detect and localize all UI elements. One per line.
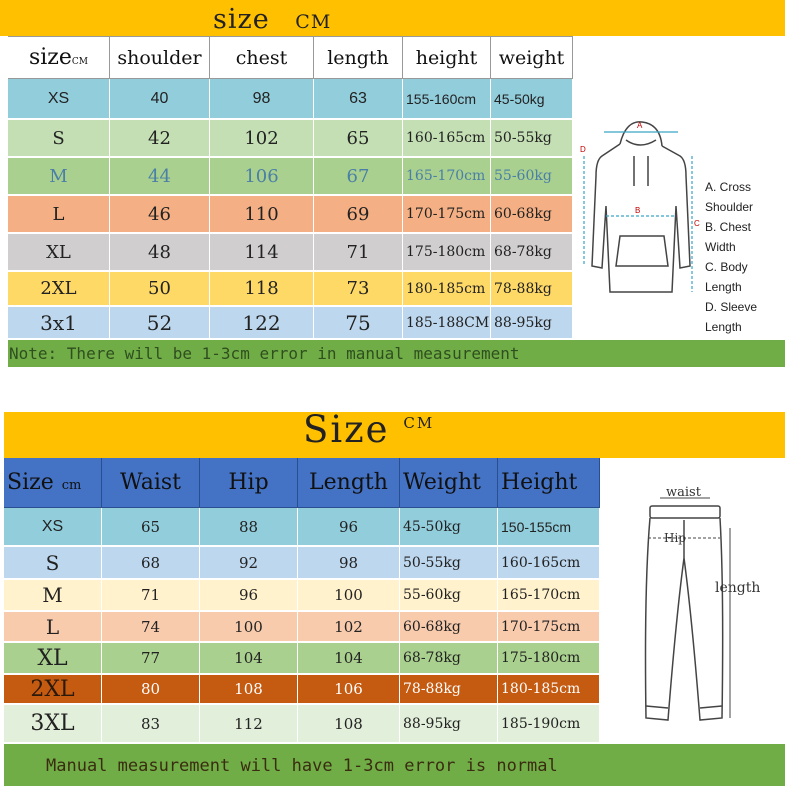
diagram-waist-label: waist bbox=[666, 485, 701, 500]
top-row-6-height: 185-188CM bbox=[403, 307, 491, 340]
bottom-row-5-length: 106 bbox=[298, 675, 400, 705]
top-row-4-weight: 68-78kg bbox=[491, 234, 573, 272]
top-header-label: height bbox=[415, 46, 478, 69]
bottom-note-text: Manual measurement will have 1-3cm error is normal bbox=[46, 756, 558, 776]
bottom-header-hip bbox=[200, 458, 298, 508]
top-header-label: size bbox=[28, 45, 72, 70]
top-header-label: weight bbox=[498, 46, 565, 69]
top-row-4-height: 175-180cm bbox=[403, 234, 491, 272]
bottom-row-4-length: 104 bbox=[298, 643, 400, 675]
top-title bbox=[213, 4, 331, 35]
top-row-0-length: 63 bbox=[314, 79, 403, 120]
top-title-unit: CM bbox=[295, 11, 332, 33]
legend-c: C. Body Length bbox=[705, 260, 748, 294]
top-row-6-chest: 122 bbox=[210, 307, 314, 340]
bottom-row-6-waist: 83 bbox=[102, 705, 200, 744]
bottom-row-4-size: XL bbox=[4, 643, 102, 675]
bottom-row-4-waist: 77 bbox=[102, 643, 200, 675]
diagram-mark-c: C bbox=[694, 219, 700, 228]
bottom-row-0-weight: 45-50kg bbox=[400, 508, 498, 547]
top-row-0-chest: 98 bbox=[210, 79, 314, 120]
bottom-title-unit: CM bbox=[403, 414, 435, 432]
top-row-1-chest: 102 bbox=[210, 120, 314, 158]
bottom-row-0-height: 150-155cm bbox=[498, 508, 600, 547]
top-row-0-height: 155-160cm bbox=[403, 79, 491, 120]
bottom-header-label: Height bbox=[501, 470, 578, 495]
top-row-3-length: 69 bbox=[314, 196, 403, 234]
bottom-row-0-waist: 65 bbox=[102, 508, 200, 547]
bottom-header-label: Weight bbox=[403, 470, 481, 495]
bottom-row-6-weight: 88-95kg bbox=[400, 705, 498, 744]
top-row-5-size: 2XL bbox=[8, 272, 110, 307]
bottom-row-4-weight: 68-78kg bbox=[400, 643, 498, 675]
top-row-5-shoulder: 50 bbox=[110, 272, 210, 307]
top-row-2-size: M bbox=[8, 158, 110, 196]
top-row-2-height: 165-170cm bbox=[403, 158, 491, 196]
top-row-3-size: L bbox=[8, 196, 110, 234]
bottom-header-weight bbox=[400, 458, 498, 508]
bottom-header-height bbox=[498, 458, 600, 508]
top-header-unit: CM bbox=[71, 56, 89, 67]
bottom-row-1-hip: 92 bbox=[200, 547, 298, 580]
bottom-row-2-waist: 71 bbox=[102, 580, 200, 612]
top-row-4-size: XL bbox=[8, 234, 110, 272]
top-title-text: size bbox=[213, 4, 270, 35]
bottom-row-3-size: L bbox=[4, 612, 102, 643]
top-header-label: chest bbox=[235, 46, 288, 69]
bottom-header-size bbox=[4, 458, 102, 508]
bottom-row-0-hip: 88 bbox=[200, 508, 298, 547]
bottom-header-label: Size bbox=[7, 470, 54, 495]
top-header-chest bbox=[210, 36, 314, 79]
top-title-banner bbox=[0, 0, 785, 36]
top-header-label: shoulder bbox=[117, 46, 202, 69]
diagram-mark-d: D bbox=[580, 145, 586, 154]
bottom-row-2-weight: 55-60kg bbox=[400, 580, 498, 612]
top-row-1-size: S bbox=[8, 120, 110, 158]
top-row-6-weight: 88-95kg bbox=[491, 307, 573, 340]
top-row-0-shoulder: 40 bbox=[110, 79, 210, 120]
bottom-header-label: Hip bbox=[228, 470, 269, 495]
bottom-header-label: Length bbox=[309, 470, 388, 495]
top-header-height bbox=[403, 36, 491, 79]
bottom-header-label: Waist bbox=[120, 470, 181, 495]
bottom-row-5-size: 2XL bbox=[4, 675, 102, 705]
top-header-size bbox=[8, 36, 110, 79]
top-row-5-height: 180-185cm bbox=[403, 272, 491, 307]
diagram-hip-label: Hip bbox=[664, 531, 686, 545]
bottom-row-3-hip: 100 bbox=[200, 612, 298, 643]
top-row-5-chest: 118 bbox=[210, 272, 314, 307]
top-header-shoulder bbox=[110, 36, 210, 79]
top-row-6-size: 3x1 bbox=[8, 307, 110, 340]
bottom-row-3-height: 170-175cm bbox=[498, 612, 600, 643]
bottom-row-0-size: XS bbox=[4, 508, 102, 547]
legend-b: B. Chest Width bbox=[705, 220, 752, 254]
legend-d: D. Sleeve Length bbox=[705, 300, 758, 334]
top-row-6-shoulder: 52 bbox=[110, 307, 210, 340]
bottom-row-3-weight: 60-68kg bbox=[400, 612, 498, 643]
bottom-row-1-length: 98 bbox=[298, 547, 400, 580]
bottom-header-waist bbox=[102, 458, 200, 508]
top-row-1-length: 65 bbox=[314, 120, 403, 158]
bottom-row-5-waist: 80 bbox=[102, 675, 200, 705]
top-row-2-shoulder: 44 bbox=[110, 158, 210, 196]
diagram-mark-b: B bbox=[635, 206, 641, 215]
hoodie-icon bbox=[580, 116, 700, 326]
bottom-row-2-height: 165-170cm bbox=[498, 580, 600, 612]
bottom-row-5-weight: 78-88kg bbox=[400, 675, 498, 705]
top-header-weight bbox=[491, 36, 573, 79]
top-row-3-shoulder: 46 bbox=[110, 196, 210, 234]
top-row-4-length: 71 bbox=[314, 234, 403, 272]
bottom-row-1-weight: 50-55kg bbox=[400, 547, 498, 580]
bottom-row-1-height: 160-165cm bbox=[498, 547, 600, 580]
top-header-length bbox=[314, 36, 403, 79]
diagram-length-label: length bbox=[715, 580, 761, 596]
bottom-row-1-size: S bbox=[4, 547, 102, 580]
top-row-6-length: 75 bbox=[314, 307, 403, 340]
top-row-1-height: 160-165cm bbox=[403, 120, 491, 158]
bottom-row-6-hip: 112 bbox=[200, 705, 298, 744]
top-row-3-chest: 110 bbox=[210, 196, 314, 234]
bottom-row-3-waist: 74 bbox=[102, 612, 200, 643]
pants-diagram bbox=[600, 458, 785, 744]
bottom-row-3-length: 102 bbox=[298, 612, 400, 643]
top-row-5-length: 73 bbox=[314, 272, 403, 307]
top-row-2-length: 67 bbox=[314, 158, 403, 196]
top-row-4-chest: 114 bbox=[210, 234, 314, 272]
bottom-row-4-hip: 104 bbox=[200, 643, 298, 675]
top-header-label: length bbox=[327, 46, 389, 69]
bottom-row-4-height: 175-180cm bbox=[498, 643, 600, 675]
bottom-row-6-size: 3XL bbox=[4, 705, 102, 744]
bottom-row-5-hip: 108 bbox=[200, 675, 298, 705]
top-row-3-weight: 60-68kg bbox=[491, 196, 573, 234]
top-note-text: Note: There will be 1-3cm error in manual measurement bbox=[9, 344, 520, 363]
legend-a: A. Cross Shoulder bbox=[705, 180, 754, 214]
diagram-mark-a: A bbox=[637, 121, 643, 130]
bottom-row-2-length: 100 bbox=[298, 580, 400, 612]
bottom-row-2-size: M bbox=[4, 580, 102, 612]
pants-icon bbox=[620, 468, 770, 738]
bottom-row-0-length: 96 bbox=[298, 508, 400, 547]
top-row-5-weight: 78-88kg bbox=[491, 272, 573, 307]
hoodie-diagram bbox=[575, 36, 785, 340]
top-row-1-shoulder: 42 bbox=[110, 120, 210, 158]
bottom-header-length bbox=[298, 458, 400, 508]
top-row-1-weight: 50-55kg bbox=[491, 120, 573, 158]
bottom-row-6-height: 185-190cm bbox=[498, 705, 600, 744]
bottom-header-unit: cm bbox=[61, 478, 82, 493]
bottom-title bbox=[303, 408, 434, 451]
top-row-0-size: XS bbox=[8, 79, 110, 120]
top-row-0-weight: 45-50kg bbox=[491, 79, 573, 120]
top-row-2-weight: 55-60kg bbox=[491, 158, 573, 196]
measurement-legend bbox=[705, 177, 785, 337]
bottom-row-6-length: 108 bbox=[298, 705, 400, 744]
top-row-2-chest: 106 bbox=[210, 158, 314, 196]
top-row-4-shoulder: 48 bbox=[110, 234, 210, 272]
bottom-row-5-height: 180-185cm bbox=[498, 675, 600, 705]
bottom-title-text: Size bbox=[303, 408, 390, 451]
bottom-row-1-waist: 68 bbox=[102, 547, 200, 580]
top-row-3-height: 170-175cm bbox=[403, 196, 491, 234]
bottom-row-2-hip: 96 bbox=[200, 580, 298, 612]
